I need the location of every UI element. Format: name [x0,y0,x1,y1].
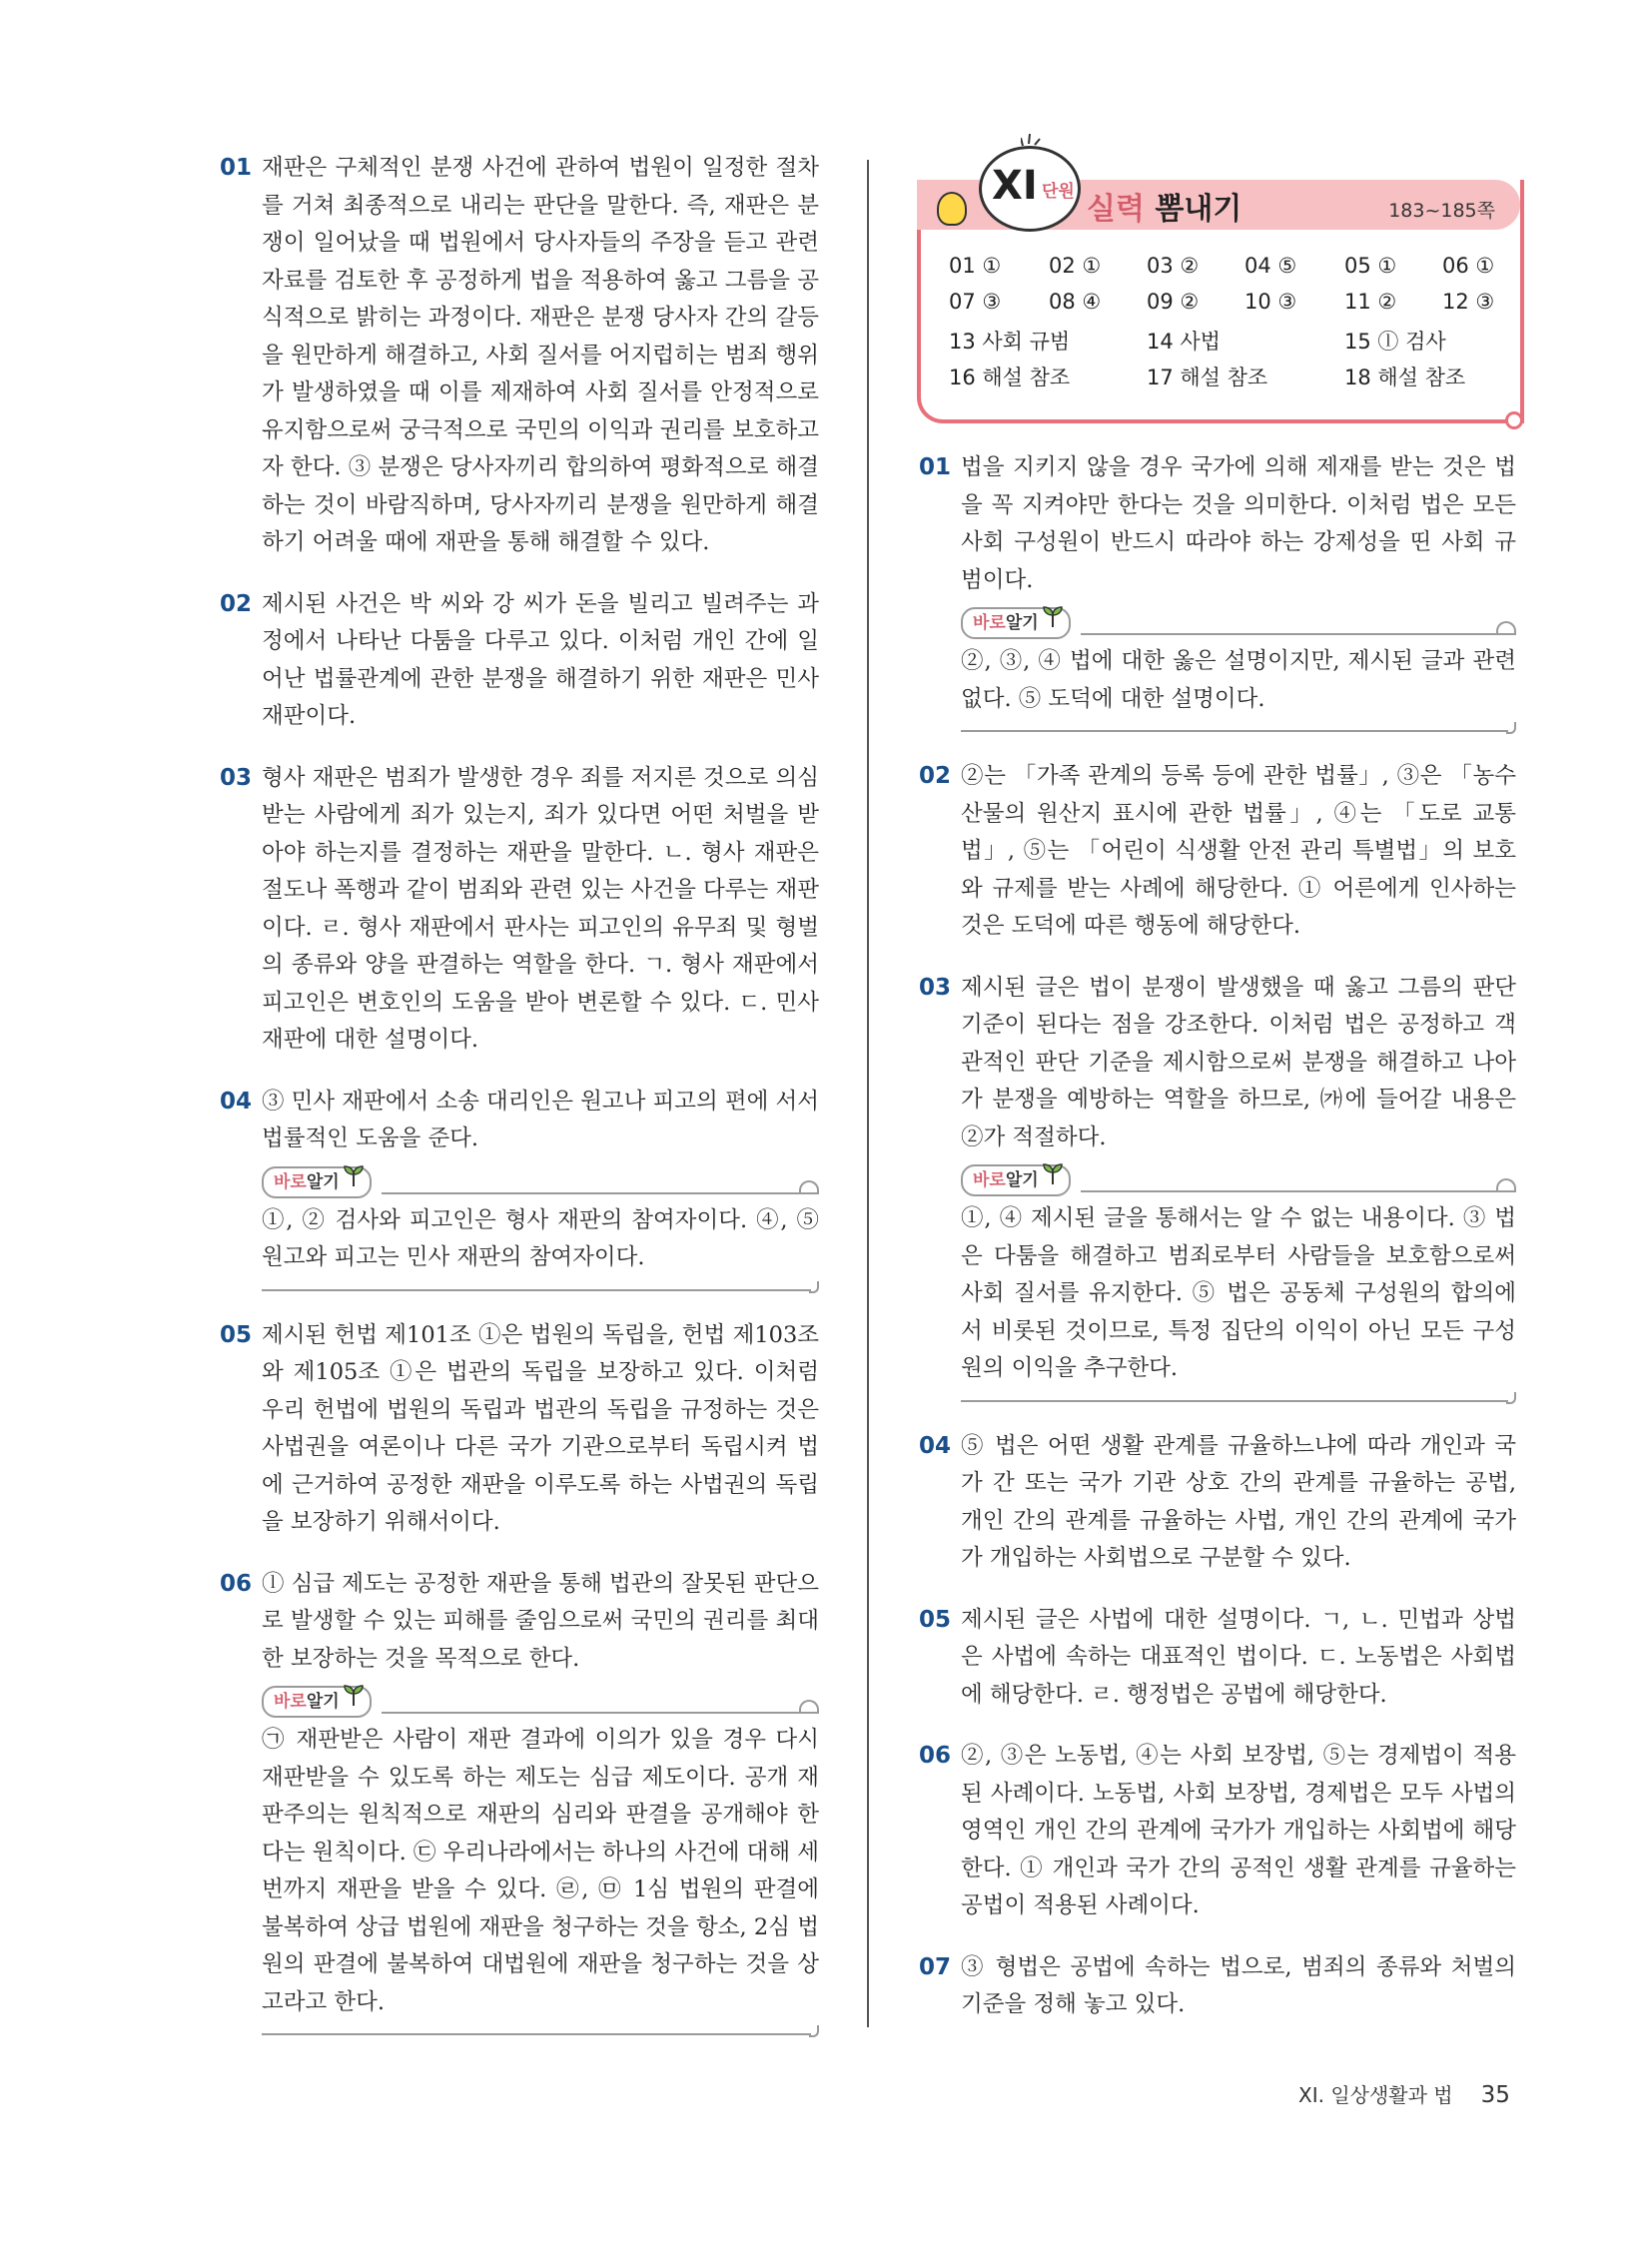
tip-text: ②, ③, ④ 법에 대한 옳은 설명이지만, 제시된 글과 관련 없다. ⑤ 도덕에 대한 설명이다. [961,648,1516,712]
answer-cell: 11 ② [1344,290,1397,314]
tip-badge [262,1686,372,1718]
answer-grid [949,254,1508,397]
explanation-item [919,970,1516,1404]
explanation-text: ②, ③은 노동법, ④는 사회 보장법, ⑤는 경제법이 적용된 사례이다. 노동법, 사회 보장법, 경제법은 모두 사법의 영역인 개인 간의 관계에 국가가 개입하는 사회법에 해당한다. ① 개인과 국가 간의 공적인 생활 관계를 규율하는 공법이 적용된 사례이다. [961,1743,1516,1918]
question-number: 07 [919,1953,952,1980]
sprout-icon [1043,1162,1063,1184]
right-column [919,449,1516,2048]
tip-curl [1496,1178,1516,1192]
explanation-text: ②는 「가족 관계의 등록 등에 관한 법률」, ③은 「농수산물의 원산지 표시에 관한 법률」, ④는 「도로 교통법」, ⑤는 「어린이 식생활 안전 관리 특별법」의 보호와 규제를 받는 사례에 해당한다. ① 어른에게 인사하는 것은 도덕에 따른 행동에 해당한다. [961,763,1516,939]
answer-cell: 16 해설 참조 [949,366,1071,389]
explanation-text: 제시된 글은 사법에 대한 설명이다. ㄱ, ㄴ. 민법과 상법은 사법에 속하는 대표적인 법이다. ㄷ. 노동법은 사회법에 해당한다. ㄹ. 행정법은 공법에 해당한다. [961,1606,1516,1708]
question-number: 04 [220,1088,253,1115]
explanation-item [919,1949,1516,2024]
tip-box [262,1166,819,1293]
tip-box [961,1164,1516,1404]
explanation-item [220,586,819,736]
tip-badge [961,1164,1071,1196]
tip-bottom-rule [961,722,1516,734]
answer-box [917,140,1521,421]
explanation-item [919,1602,1516,1715]
question-number: 01 [220,155,253,181]
column-divider [867,160,869,2027]
answer-cell: 02 ① [1049,254,1102,278]
tip-text: ①, ④ 제시된 글을 통해서는 알 수 없는 내용이다. ③ 법은 다툼을 해결하고 범죄로부터 사람들을 보호함으로써 사회 질서를 유지한다. ⑤ 법은 공동체 구성원의 합의에서 비롯된 것이므로, 특정 집단의 이익이 아닌 모든 구성원의 이익을 추구한다. [961,1205,1516,1381]
explanation-text: ⑤ 법은 어떤 생활 관계를 규율하느냐에 따라 개인과 국가 간 또는 국가 기관 상호 간의 관계를 규율하는 공법, 개인 간의 관계를 규율하는 사법, 개인 간의 관계에 국가가 개입하는 사회법으로 구분할 수 있다. [961,1432,1516,1571]
answer-cell: 18 해설 참조 [1344,366,1466,389]
explanation-text: ③ 형법은 공법에 속하는 법으로, 범죄의 종류와 처벌의 기준을 정해 놓고 있다. [961,1953,1516,2017]
unit-roman: XI [992,163,1038,209]
answer-cell: 17 해설 참조 [1147,366,1268,389]
explanation-text: ⓛ 심급 제도는 공정한 재판을 통해 법관의 잘못된 판단으로 발생할 수 있는 피해를 줄임으로써 국민의 권리를 최대한 보장하는 것을 목적으로 한다. [262,1570,819,1672]
explanation-item [220,760,819,1060]
explanation-item [919,758,1516,946]
explanation-item [919,1428,1516,1578]
tip-rule [382,1192,819,1194]
tip-label-a: 바로 [274,1692,307,1712]
answer-row [949,362,1508,397]
answer-row [949,254,1508,290]
answer-box-pages: 183~185쪽 [1388,200,1495,222]
answer-cell: 05 ① [1344,254,1397,278]
explanation-text: 제시된 헌법 제101조 ①은 법원의 독립을, 헌법 제103조와 제105조 ①은 법관의 독립을 보장하고 있다. 이처럼 우리 헌법에 법원의 독립과 법관의 독립을 규정하는 것은 사법권을 여론이나 다른 국가 기관으로부터 독립시켜 법에 근거하여 공정한 재판을 이루도록 하는 사법권의 독립을 보장하기 위해서이다. [262,1321,819,1535]
tip-header [961,607,1516,637]
tip-label-a: 바로 [973,613,1006,633]
tip-rule [1081,633,1516,635]
unit-tag [979,146,1081,232]
tip-curl [799,1180,819,1194]
left-column [220,150,819,2061]
answer-cell: 15 ⓛ 검사 [1344,330,1446,354]
question-number: 03 [919,974,952,1001]
sprout-icon [1043,605,1063,627]
answer-cell: 07 ③ [949,290,1002,314]
box-end-dot [1505,411,1523,429]
explanation-item [220,1084,819,1293]
explanation-text: ③ 민사 재판에서 소송 대리인은 원고나 피고의 편에 서서 법률적인 도움을 준다. [262,1088,819,1151]
lightbulb-icon [937,192,967,226]
tip-badge [262,1166,372,1198]
explanation-text: 제시된 글은 법이 분쟁이 발생했을 때 옳고 그름의 판단 기준이 된다는 점을 강조한다. 이처럼 법은 공정하고 객관적인 판단 기준을 제시함으로써 분쟁을 해결하고 나아가 분쟁을 예방하는 역할을 하므로, ㈎에 들어갈 내용은 ②가 적절하다. [961,974,1516,1150]
tip-header [961,1164,1516,1194]
answer-cell: 04 ⑤ [1244,254,1297,278]
explanation-item [919,449,1516,734]
answer-row [949,290,1508,326]
tip-label-a: 바로 [973,1170,1006,1190]
title-part-b: 뽐내기 [1144,192,1242,227]
tip-label-b: 알기 [1005,1170,1039,1190]
tip-rule [382,1712,819,1714]
tip-label-b: 알기 [306,1692,340,1712]
question-number: 02 [919,763,952,789]
title-part-a: 실력 [1087,192,1145,227]
explanation-text: 법을 지키지 않을 경우 국가에 의해 제재를 받는 것은 법을 꼭 지켜야만 한다는 것을 의미한다. 이처럼 법은 모든 사회 구성원이 반드시 따라야 하는 강제성을 띤 사회 규범이다. [961,454,1516,593]
question-number: 02 [220,590,253,617]
answer-cell: 14 사법 [1147,330,1221,354]
tip-box [961,607,1516,734]
sprout-icon [344,1164,364,1186]
tip-curl [1496,621,1516,635]
answer-cell: 01 ① [949,254,1002,278]
tip-curl [799,1700,819,1714]
page-number: 35 [1480,2082,1510,2108]
question-number: 05 [220,1321,253,1348]
tip-label-b: 알기 [306,1171,340,1192]
answer-cell: 13 사회 규범 [949,330,1071,354]
answer-cell: 03 ② [1147,254,1200,278]
answer-row [949,326,1508,362]
explanation-item [220,150,819,562]
answer-box-title [1087,184,1241,228]
explanation-item [919,1738,1516,1925]
unit-label: 단원 [1042,182,1075,202]
explanation-text: 제시된 사건은 박 씨와 강 씨가 돈을 빌리고 빌려주는 과정에서 나타난 다툼을 다루고 있다. 이처럼 개인 간에 일어난 법률관계에 관한 분쟁을 해결하기 위한 재판은 민사 재판이다. [262,590,819,729]
question-number: 03 [220,764,253,791]
tip-label-a: 바로 [274,1171,307,1192]
tip-bottom-rule [262,1281,819,1293]
tip-box [262,1686,819,2037]
tip-bottom-rule [961,1392,1516,1404]
tip-badge [961,607,1071,639]
page-footer [1298,2079,1510,2108]
explanation-item [220,1317,819,1542]
answer-cell: 12 ③ [1442,290,1495,314]
tip-text: ㉠ 재판받은 사람이 재판 결과에 이의가 있을 경우 다시 재판받을 수 있도록 하는 제도는 심급 제도이다. 공개 재판주의는 원칙적으로 재판의 심리와 판결을 공개해야 한다는 원칙이다. ㉢ 우리나라에서는 하나의 사건에 대해 세 번까지 재판을 받을 수 있다. ㉣, ㉤ 1심 법원의 판결에 불복하여 상급 법원에 재판을 청구하는 것을 항소, 2심 법원의 판결에 불복하여 대법원에 재판을 청구하는 것을 상고라고 한다. [262,1727,819,2015]
tip-bottom-rule [262,2025,819,2037]
question-number: 01 [919,454,952,480]
question-number: 06 [220,1570,253,1597]
tip-rule [1081,1190,1516,1192]
answer-cell: 08 ④ [1049,290,1102,314]
explanation-text: 형사 재판은 범죄가 발생한 경우 죄를 저지른 것으로 의심받는 사람에게 죄가 있는지, 죄가 있다면 어떤 처벌을 받아야 하는지를 결정하는 재판을 말한다. ㄴ. 형사 재판은 절도나 폭행과 같이 범죄와 관련 있는 사건을 다루는 재판이다. ㄹ. 형사 재판에서 판사는 피고인의 유무죄 및 형벌의 종류와 양을 판결하는 역할을 한다. ㄱ. 형사 재판에서 피고인은 변호인의 도움을 받아 변론할 수 있다. ㄷ. 민사 재판에 대한 설명이다. [262,764,819,1053]
tip-header [262,1686,819,1716]
tip-header [262,1166,819,1196]
question-number: 05 [919,1606,952,1633]
answer-cell: 10 ③ [1244,290,1297,314]
answer-cell: 09 ② [1147,290,1200,314]
question-number: 04 [919,1432,952,1459]
footer-section: XI. 일상생활과 법 [1298,2083,1453,2107]
question-number: 06 [919,1743,952,1769]
explanation-text: 재판은 구체적인 분쟁 사건에 관하여 법원이 일정한 절차를 거쳐 최종적으로 내리는 판단을 말한다. 즉, 재판은 분쟁이 일어났을 때 법원에서 당사자들의 주장을 듣고 관련 자료를 검토한 후 공정하게 법을 적용하여 옳고 그름을 공식적으로 밝히는 과정이다. 재판은 분쟁 당사자 간의 갈등을 원만하게 해결하고, 사회 질서를 어지럽히는 범죄 행위가 발생하였을 때 이를 제재하여 사회 질서를 안정적으로 유지함으로써 궁극적으로 국민의 이익과 권리를 보호하고자 한다. ③ 분쟁은 당사자끼리 합의하여 평화적으로 해결하는 것이 바람직하며, 당사자끼리 분쟁을 원만하게 해결하기 어려울 때에 재판을 통해 해결할 수 있다. [262,155,819,555]
sprout-icon [344,1684,364,1706]
answer-cell: 06 ① [1442,254,1495,278]
tip-text: ①, ② 검사와 피고인은 형사 재판의 참여자이다. ④, ⑤ 원고와 피고는 민사 재판의 참여자이다. [262,1206,819,1270]
explanation-item [220,1566,819,2038]
tip-label-b: 알기 [1005,613,1039,633]
